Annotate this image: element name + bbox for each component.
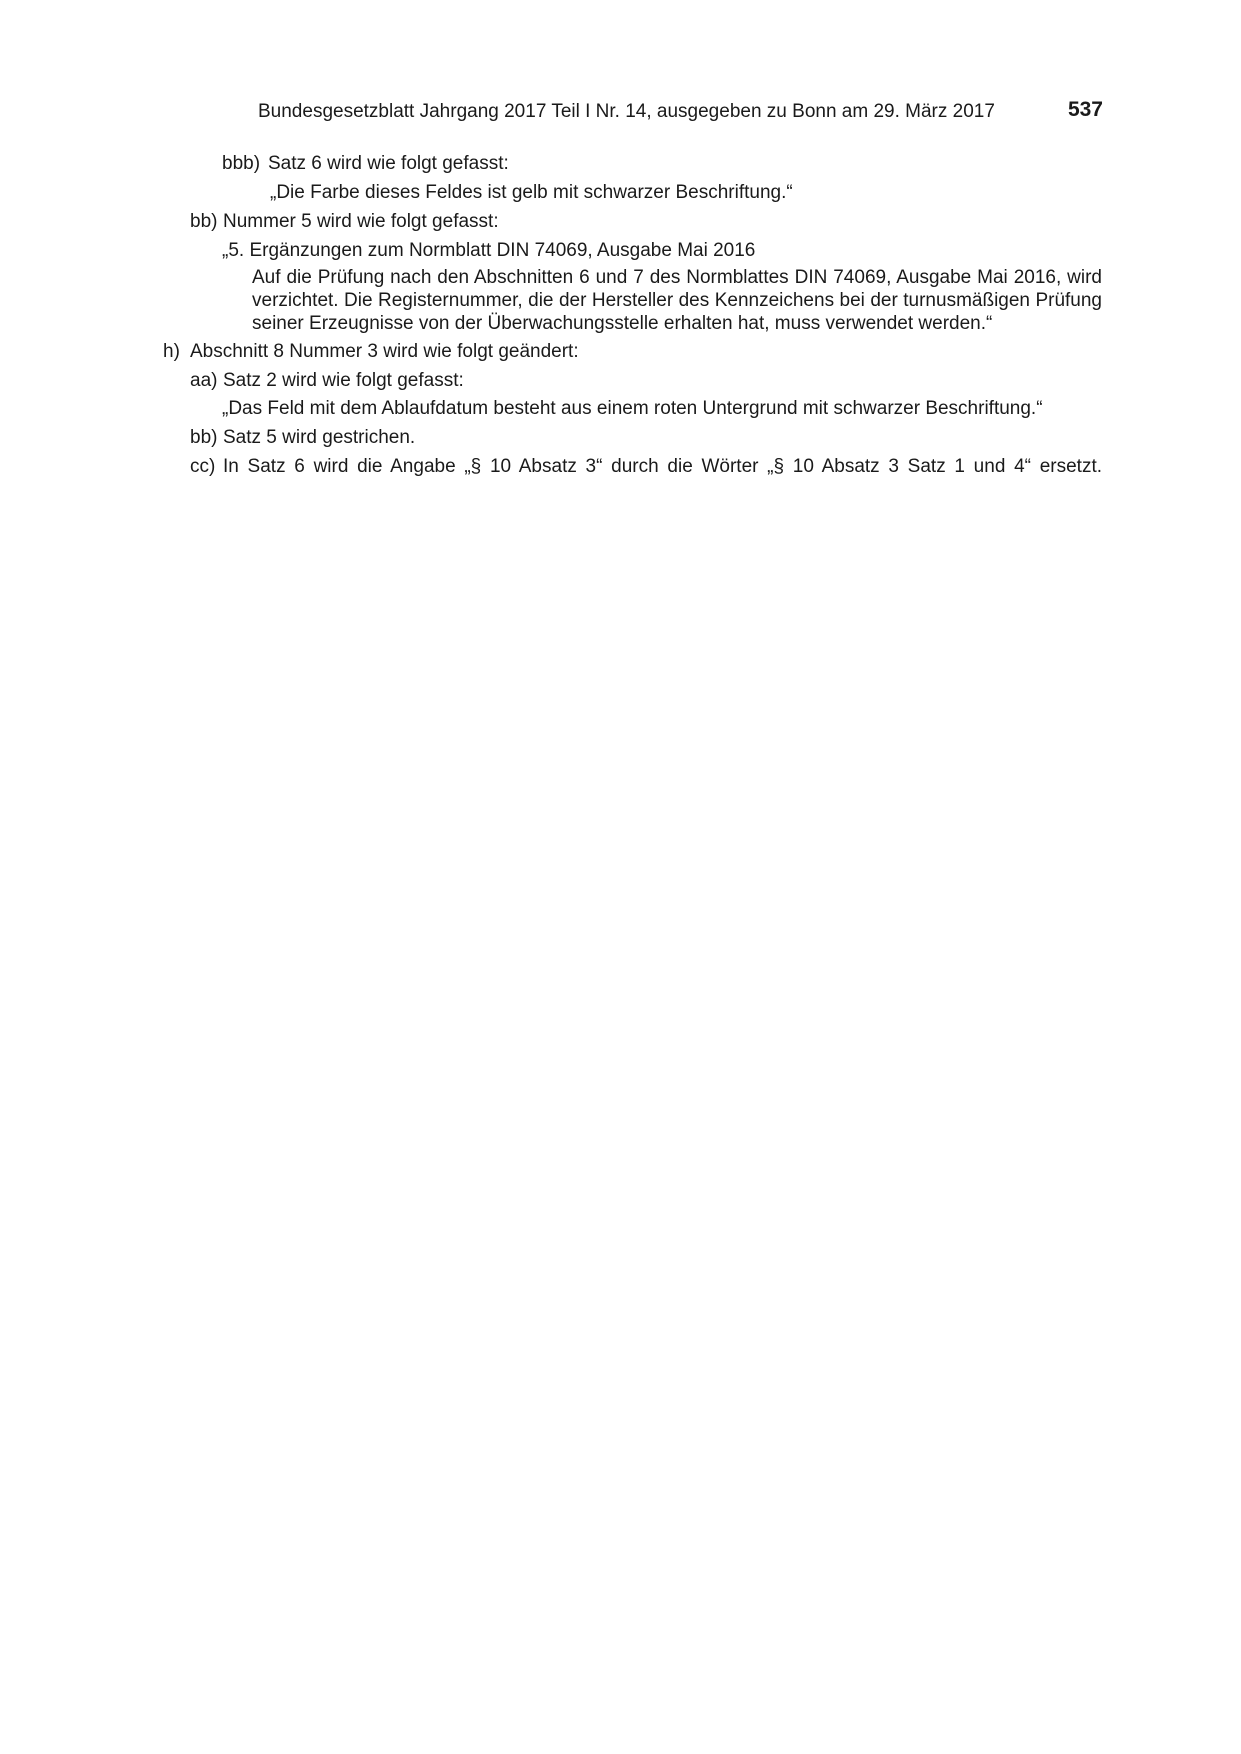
section-heading: „5. Ergänzungen zum Normblatt DIN 74069, Ausgabe Mai 2016 [222, 240, 756, 261]
item-text: Nummer 5 wird wie folgt gefasst: [223, 211, 499, 232]
item-text: Satz 2 wird wie folgt gefasst: [223, 370, 464, 391]
item-label: h) [163, 341, 180, 362]
list-item-bb-satz-5 [190, 426, 790, 450]
item-label: bbb) [222, 153, 261, 174]
list-item-h [163, 340, 863, 364]
list-item-bbb [222, 152, 822, 176]
page-header [258, 99, 1103, 125]
page-number: 537 [1067, 98, 1103, 121]
list-item-cc [190, 455, 1102, 479]
item-text: Satz 6 wird wie folgt gefasst: [268, 153, 509, 174]
item-label: cc) [190, 456, 216, 477]
item-text: Abschnitt 8 Nummer 3 wird wie folgt geändert: [190, 341, 579, 362]
running-title: Bundesgesetzblatt Jahrgang 2017 Teil I Nr. 14, ausgegeben zu Bonn am 29. März 2017 [258, 101, 995, 122]
item-label: bb) [190, 427, 218, 448]
item-label: aa) [190, 370, 218, 391]
list-item-aa [190, 369, 790, 393]
item-label: bb) [190, 211, 218, 232]
item-text: Satz 5 wird gestrichen. [223, 427, 416, 448]
item-text: In Satz 6 wird die Angabe „§ 10 Absatz 3“ durch die Wörter „§ 10 Absatz 3 Satz 1 und 4“ ersetzt. [223, 456, 1102, 477]
list-item-bb-nummer-5 [190, 210, 790, 234]
paragraph: Auf die Prüfung nach den Abschnitten 6 und 7 des Normblattes DIN 74069, Ausgabe Mai 2016, wird verzichtet. Die Registernummer, die der Hersteller des Kennzeichens bei der turnusmäßigen Prüfung seiner Erzeugnisse von der Überwachungsstelle erhalten hat, muss verwendet werden.“ [252, 267, 1102, 334]
quote-text: „Die Farbe dieses Feldes ist gelb mit schwarzer Beschriftung.“ [270, 182, 793, 203]
quote-text: „Das Feld mit dem Ablaufdatum besteht aus einem roten Untergrund mit schwarzer Beschriftung.“ [222, 398, 1043, 419]
